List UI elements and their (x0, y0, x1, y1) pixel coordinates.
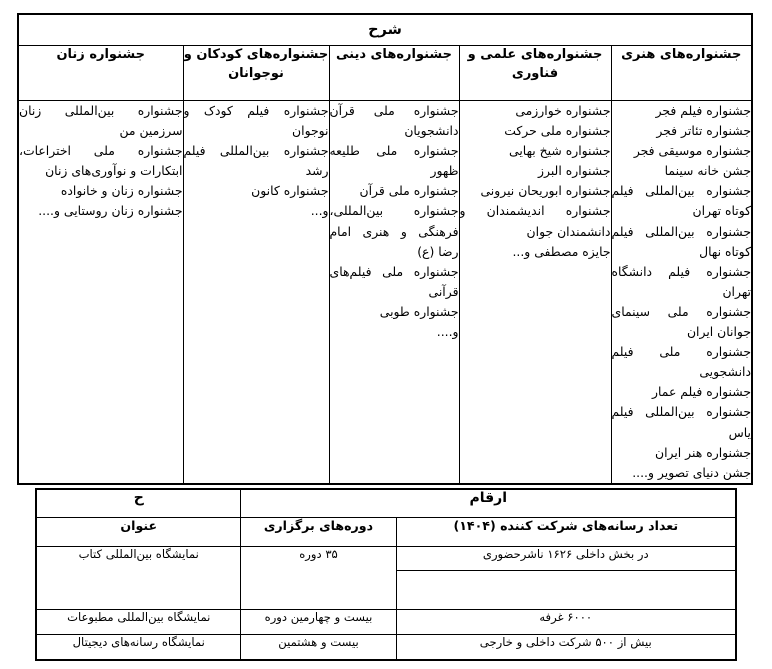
cell-media-count-0-extra (396, 571, 736, 610)
column-header-women: جشنواره زنان (18, 46, 183, 101)
exhibitions-header-row (36, 518, 736, 547)
cell-title-0: نمایشگاه بین‌المللی کتاب (36, 547, 241, 610)
list-item: جشنواره فیلم کودک و نوجوان (183, 103, 329, 139)
cell-title-2: نمایشگاه رسانه‌های دیجیتال (36, 635, 241, 661)
list-item: جشنواره هنر ایران (654, 444, 751, 460)
cell-media-count-1: ۶۰۰۰ غرفه (396, 610, 736, 635)
list-item: جشنواره ملی قرآن دانشجویان (329, 103, 459, 139)
list-item: جشنواره خوارزمی (515, 103, 611, 118)
exhibitions-group-amounts: ارقام (241, 489, 736, 518)
list-item: جشنواره زنان روستایی و.... (38, 203, 183, 219)
list-item: جشنواره ملی حرکت (504, 123, 611, 139)
cell-rounds-0: ۳۵ دوره (241, 547, 396, 610)
festivals-table-title: شرح (18, 14, 752, 46)
list-item: و... (310, 203, 329, 219)
cell-children-youth-festivals (183, 101, 329, 484)
column-header-children-youth: جشنواره‌های کودکان و نوجوانان (183, 46, 329, 101)
exhibitions-group-header-row (36, 489, 736, 518)
list-item: جشنواره ملی قرآن (359, 183, 459, 199)
list-item: و.... (436, 324, 459, 340)
festivals-table-container (19, 13, 753, 485)
list-item: جشنواره ملی سینمای جوانان ایران (611, 303, 751, 340)
list-item: جشنواره ملی فیلم‌های قرآنی (329, 263, 459, 299)
column-header-title: عنوان (36, 518, 241, 547)
exhibitions-group-letter: ح (36, 489, 241, 518)
cell-media-count-0: در بخش داخلی ۱۶۲۶ ناشرحضوری (396, 547, 736, 571)
cell-media-count-2: بیش از ۵۰۰ شرکت داخلی و خارجی (396, 635, 736, 661)
cell-science-tech-festivals (459, 101, 611, 484)
list-item: جایزه مصطفی و... (512, 243, 611, 259)
list-item: جشنواره بین‌المللی فیلم کوتاه تهران (611, 183, 751, 219)
list-item: جشن دنیای تصویر و.... (632, 464, 751, 480)
exhibitions-table (35, 488, 737, 661)
list-item: جشنواره بین‌المللی فیلم رشد (183, 143, 329, 179)
table-row (36, 635, 736, 661)
exhibitions-table-container (37, 488, 737, 661)
festivals-table (17, 13, 753, 485)
cell-rounds-1: بیست و چهارمین دوره (241, 610, 396, 635)
list-item: جشنواره فیلم عمار (652, 384, 751, 400)
list-item: جشنواره البرز (538, 163, 611, 179)
column-header-media-count: تعداد رسانه‌های شرکت کننده (۱۴۰۴) (396, 518, 736, 547)
list-item: جشنواره تئاتر فجر (656, 123, 751, 139)
festivals-title-row (18, 14, 752, 46)
list-item: جشنواره موسیقی فجر (633, 143, 751, 159)
cell-women-festivals (18, 101, 183, 484)
list-item: جشنواره ملی اختراعات، ابتکارات و نوآوری‌های زنان (18, 143, 183, 179)
column-header-science-tech: جشنواره‌های علمی و فناوری (459, 46, 611, 101)
list-item: جشنواره بین‌المللی فیلم یاس (611, 404, 751, 440)
list-item: جشن خانه سینما (664, 163, 751, 179)
list-item: جشنواره زنان و خانواده (60, 183, 183, 199)
cell-art-festivals (611, 101, 752, 484)
festivals-body-row (18, 101, 752, 484)
cell-title-1: نمایشگاه بین‌المللی مطبوعات (36, 610, 241, 635)
cell-rounds-2: بیست و هشتمین (241, 635, 396, 661)
list-item: جشنواره بین‌المللی فیلم کوتاه نهال (611, 223, 751, 259)
list-item: جشنواره شیخ بهایی (509, 143, 611, 159)
list-item: جشنواره فیلم فجر (655, 103, 751, 118)
column-header-religious: جشنواره‌های دینی (329, 46, 459, 101)
cell-religious-festivals (329, 101, 459, 484)
list-item: جشنواره فیلم دانشگاه تهران (611, 263, 751, 299)
list-item: جشنواره ابوریحان نیرونی (480, 183, 611, 199)
list-item: جشنواره اندیشمندان و دانشمندان جوان (459, 203, 611, 239)
list-item: جشنواره طوبی (379, 303, 459, 319)
table-row (36, 547, 736, 571)
list-item: جشنواره بین‌المللی، فرهنگی و هنری امام رضا (ع) (329, 203, 459, 259)
list-item: جشنواره بین‌المللی زنان سرزمین من (18, 103, 183, 139)
list-item: جشنواره ملی فیلم دانشجویی (611, 344, 751, 380)
list-item: جشنواره ملی طلیعه ظهور (329, 143, 459, 179)
table-row (36, 610, 736, 635)
list-item: جشنواره کانون (251, 183, 329, 199)
festivals-header-row (18, 46, 752, 101)
column-header-rounds: دوره‌های برگزاری (241, 518, 396, 547)
column-header-art: جشنواره‌های هنری (611, 46, 752, 101)
